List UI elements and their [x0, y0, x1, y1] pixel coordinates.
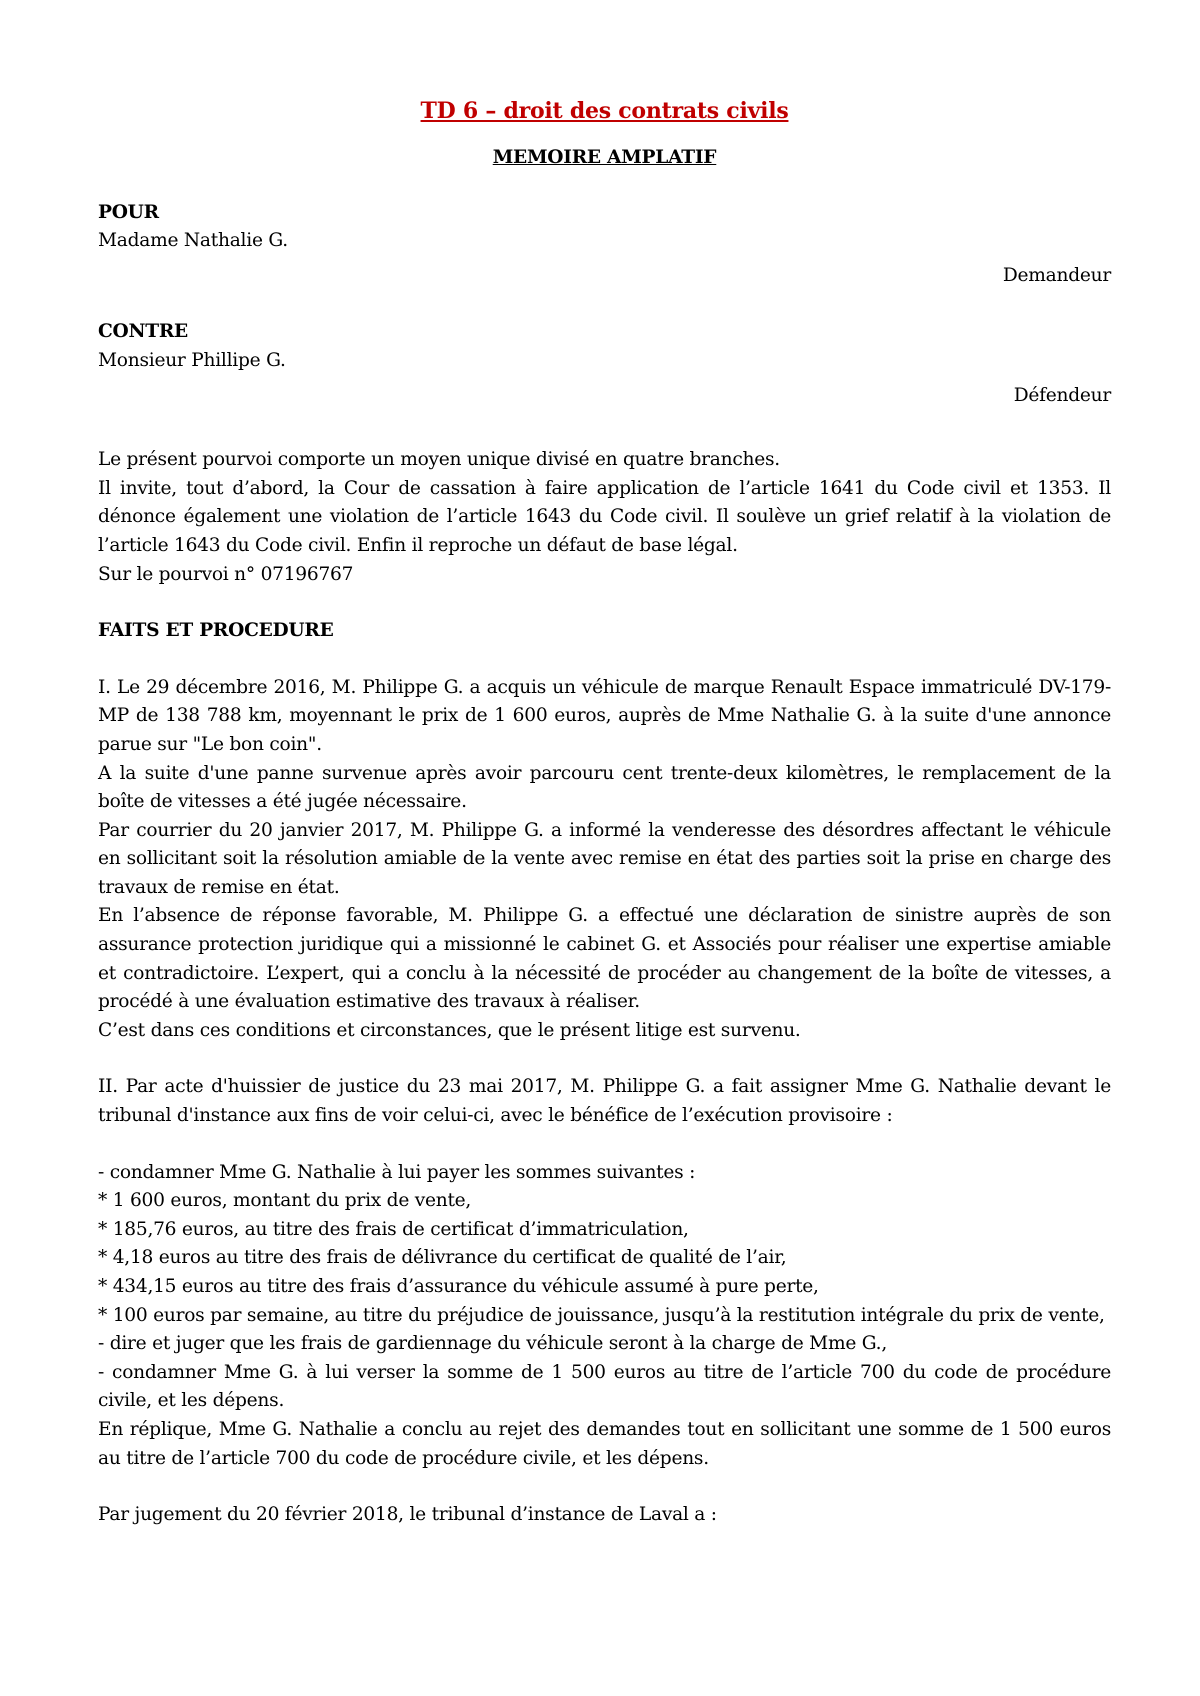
pour-label: POUR — [98, 201, 159, 223]
document-subtitle: MEMOIRE AMPLATIF — [492, 147, 717, 168]
section-one-paragraph: A la suite d'une panne survenue après avoir parcouru cent trente-deux kilomètres, le remplacement de la boîte de vitesses a été jugée nécessaire. — [98, 762, 1111, 813]
intro-line: Il invite, tout d’abord, la Cour de cassation à faire application de l’article 1641 du Code civil et 1353. Il dénonce également une violation de l’article 1643 du Code civil. Il soulève un grief relatif à la violation de l’article 1643 du Code civil. Enfin il reproche un défaut de base légal. — [98, 477, 1111, 556]
section-one-paragraph: En l’absence de réponse favorable, M. Philippe G. a effectué une déclaration de sinistre auprès de son assurance protection juridique qui a missionné le cabinet G. et Associés pour réaliser une expertise amiable et contradictoire. L’expert, qui a conclu à la nécessité de procéder au changement de la boîte de vitesses, a procédé à une évaluation estimative des travaux à réaliser. — [98, 905, 1111, 1013]
demand-item: * 434,15 euros au titre des frais d’assurance du véhicule assumé à pure perte, — [98, 1276, 819, 1297]
defendant-role: Défendeur — [1013, 384, 1111, 406]
plaintiff-name: Madame Nathalie G. — [98, 230, 288, 252]
section-two-paragraph: II. Par acte d'huissier de justice du 23 mai 2017, M. Philippe G. a fait assigner Mme G. Nathalie devant le tribunal d'instance aux fins de voir celui-ci, avec le bénéfice de l’exécution provisoire : — [98, 1076, 1111, 1127]
section-one — [98, 674, 1111, 1046]
section-one-paragraph: Par courrier du 20 janvier 2017, M. Philippe G. a informé la venderesse des désordres affectant le véhicule en sollicitant soit la résolution amiable de la vente avec remise en état des parties soit la prise en charge des travaux de remise en état. — [98, 819, 1111, 898]
intro-line: Sur le pourvoi n° 07196767 — [98, 563, 354, 585]
faits-heading: FAITS ET PROCEDURE — [98, 620, 334, 642]
plaintiff-role: Demandeur — [1002, 264, 1111, 286]
contre-label: CONTRE — [98, 321, 188, 343]
demand-item: En réplique, Mme G. Nathalie a conclu au rejet des demandes tout en sollicitant une somme de 1 500 euros au titre de l’article 700 du code de procédure civile, et les dépens. — [98, 1418, 1111, 1469]
intro-line: Le présent pourvoi comporte un moyen unique divisé en quatre branches. — [98, 449, 780, 471]
section-one-paragraph: C’est dans ces conditions et circonstances, que le présent litige est survenu. — [98, 1019, 801, 1041]
demands-list — [98, 1159, 1111, 1474]
demand-item: * 1 600 euros, montant du prix de vente, — [98, 1190, 472, 1212]
demand-item: - dire et juger que les frais de gardiennage du véhicule seront à la charge de Mme G., — [98, 1333, 888, 1355]
intro-paragraph — [98, 446, 1111, 589]
judgment-paragraph: Par jugement du 20 février 2018, le tribunal d’instance de Laval a : — [98, 1504, 717, 1526]
demand-item: * 4,18 euros au titre des frais de délivrance du certificat de qualité de l’air, — [98, 1247, 787, 1269]
demand-item: * 100 euros par semaine, au titre du préjudice de jouissance, jusqu’à la restitution intégrale du prix de vente, — [98, 1304, 1105, 1326]
document-title: TD 6 – droit des contrats civils — [420, 98, 789, 124]
demand-item: - condamner Mme G. à lui verser la somme de 1 500 euros au titre de l’article 700 du code de procédure civile, et les dépens. — [98, 1361, 1111, 1412]
defendant-name: Monsieur Phillipe G. — [98, 349, 286, 371]
demand-item: - condamner Mme G. Nathalie à lui payer les sommes suivantes : — [98, 1161, 696, 1183]
demand-item: * 185,76 euros, au titre des frais de certificat d’immatriculation, — [98, 1218, 689, 1240]
section-one-paragraph: I. Le 29 décembre 2016, M. Philippe G. a acquis un véhicule de marque Renault Espace immatriculé DV-179-MP de 138 788 km, moyennant le prix de 1 600 euros, auprès de Mme Nathalie G. à la suite d'une annonce parue sur "Le bon coin". — [98, 676, 1111, 755]
